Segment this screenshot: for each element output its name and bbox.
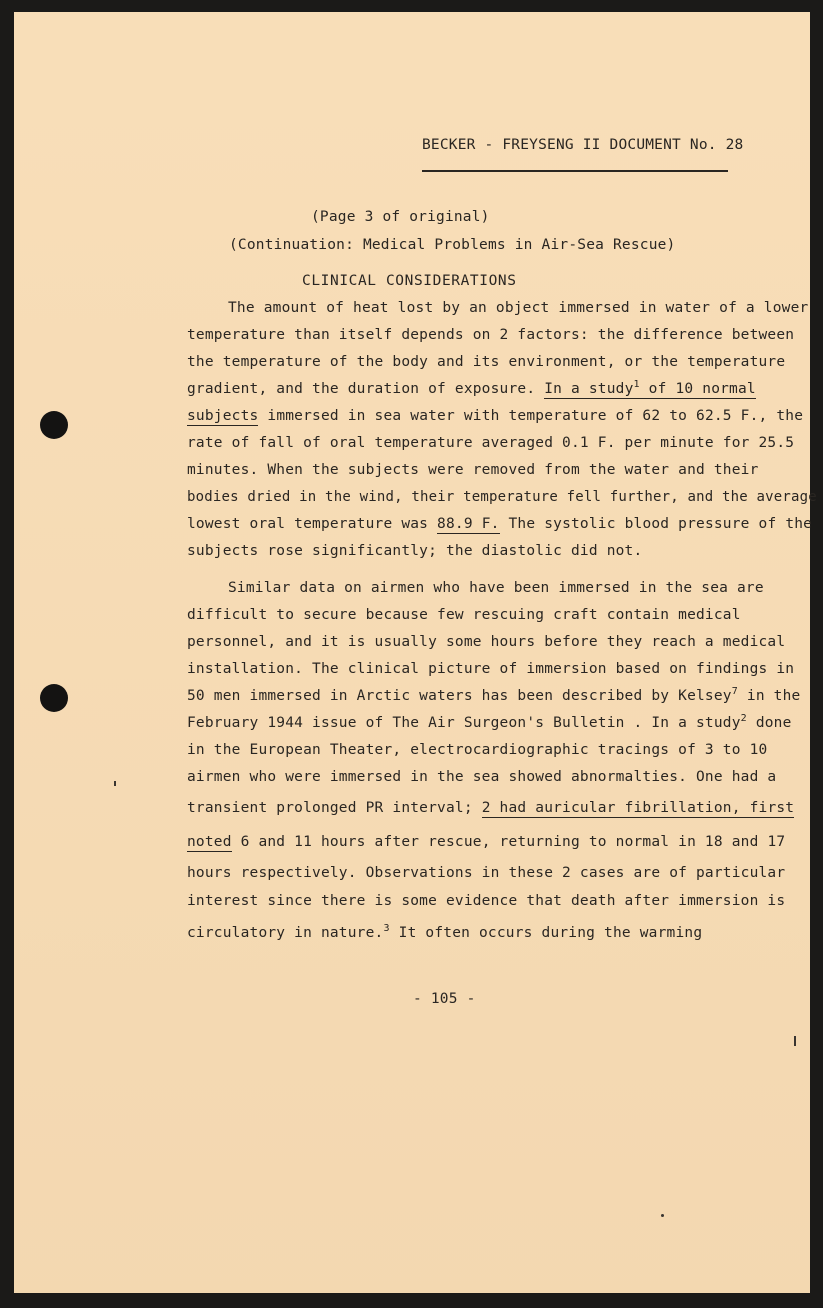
footnote-ref: 3 <box>383 923 390 934</box>
body-text: done <box>746 715 792 731</box>
heading-underline <box>422 170 728 172</box>
body-line: difficult to secure because few rescuing craft contain medical <box>187 607 741 623</box>
underlined-text: noted <box>187 834 232 850</box>
body-line: subjects rose significantly; the diastolic did not. <box>187 543 643 559</box>
body-line: installation. The clinical picture of immersion based on findings in <box>187 661 795 677</box>
underlined-text: 88.9 F. <box>437 516 500 532</box>
underlined-text: subjects <box>187 408 259 424</box>
body-text: 50 men immersed in Arctic waters has been described by Kelsey <box>187 688 732 704</box>
body-text: circulatory in nature. <box>187 925 384 941</box>
underlined-text <box>544 381 756 399</box>
section-title: CLINICAL CONSIDERATIONS <box>302 273 517 289</box>
body-line <box>187 408 803 424</box>
body-text: immersed in sea water with temperature of 62 to 62.5 F., the <box>258 408 804 424</box>
body-line: minutes. When the subjects were removed from the water and their <box>187 462 759 478</box>
paper-sheet <box>14 12 810 1293</box>
body-text: February 1944 issue of The Air Surgeon's Bulletin . In a study <box>187 715 741 731</box>
body-text: The systolic blood pressure of the <box>499 516 813 532</box>
page-of-original: (Page 3 of original) <box>311 209 490 225</box>
document-heading: BECKER - FREYSENG II DOCUMENT No. 28 <box>422 137 744 153</box>
body-line: Similar data on airmen who have been immersed in the sea are <box>228 580 764 596</box>
body-text: In a study <box>544 381 634 397</box>
body-text: It often occurs during the warming <box>389 925 703 941</box>
body-line: The amount of heat lost by an object immersed in water of a lower <box>228 300 809 316</box>
body-text: 6 and 11 hours after rescue, returning to normal in 18 and 17 <box>231 834 786 850</box>
underlined-text: 2 had auricular fibrillation, first <box>481 800 795 816</box>
footnote-ref: 1 <box>633 379 640 390</box>
body-line: airmen who were immersed in the sea showed abnormalties. One had a <box>187 769 777 785</box>
footnote-ref: 7 <box>731 686 738 697</box>
body-line: personnel, and it is usually some hours before they reach a medical <box>187 634 786 650</box>
body-line: in the European Theater, electrocardiographic tracings of 3 to 10 <box>187 742 768 758</box>
page-number: - 105 - <box>413 991 476 1007</box>
punch-hole <box>40 411 68 439</box>
body-line <box>187 688 800 704</box>
continuation-note: (Continuation: Medical Problems in Air-Sea Rescue) <box>229 237 676 253</box>
body-line: interest since there is some evidence that death after immersion is <box>187 893 786 909</box>
stray-mark <box>794 1036 796 1046</box>
body-line: the temperature of the body and its environment, or the temperature <box>187 354 786 370</box>
body-line <box>187 834 785 850</box>
body-text: lowest oral temperature was <box>187 516 438 532</box>
punch-hole <box>40 684 68 712</box>
body-text: gradient, and the duration of exposure. <box>187 381 536 397</box>
body-line: hours respectively. Observations in these 2 cases are of particular <box>187 865 786 881</box>
body-line: bodies dried in the wind, their temperature fell further, and the average <box>187 489 817 505</box>
body-line: temperature than itself depends on 2 factors: the difference between <box>187 327 795 343</box>
body-line <box>187 715 792 731</box>
body-text: transient prolonged PR interval; <box>187 800 482 816</box>
body-line <box>187 800 794 816</box>
body-text: of 10 normal <box>639 381 756 397</box>
footnote-ref: 2 <box>740 713 747 724</box>
body-line <box>187 381 756 397</box>
stray-mark <box>661 1214 664 1217</box>
body-line: rate of fall of oral temperature averaged 0.1 F. per minute for 25.5 <box>187 435 795 451</box>
stray-mark <box>114 781 116 786</box>
body-line <box>187 925 702 941</box>
body-text: in the <box>737 688 801 704</box>
body-line <box>187 516 812 532</box>
